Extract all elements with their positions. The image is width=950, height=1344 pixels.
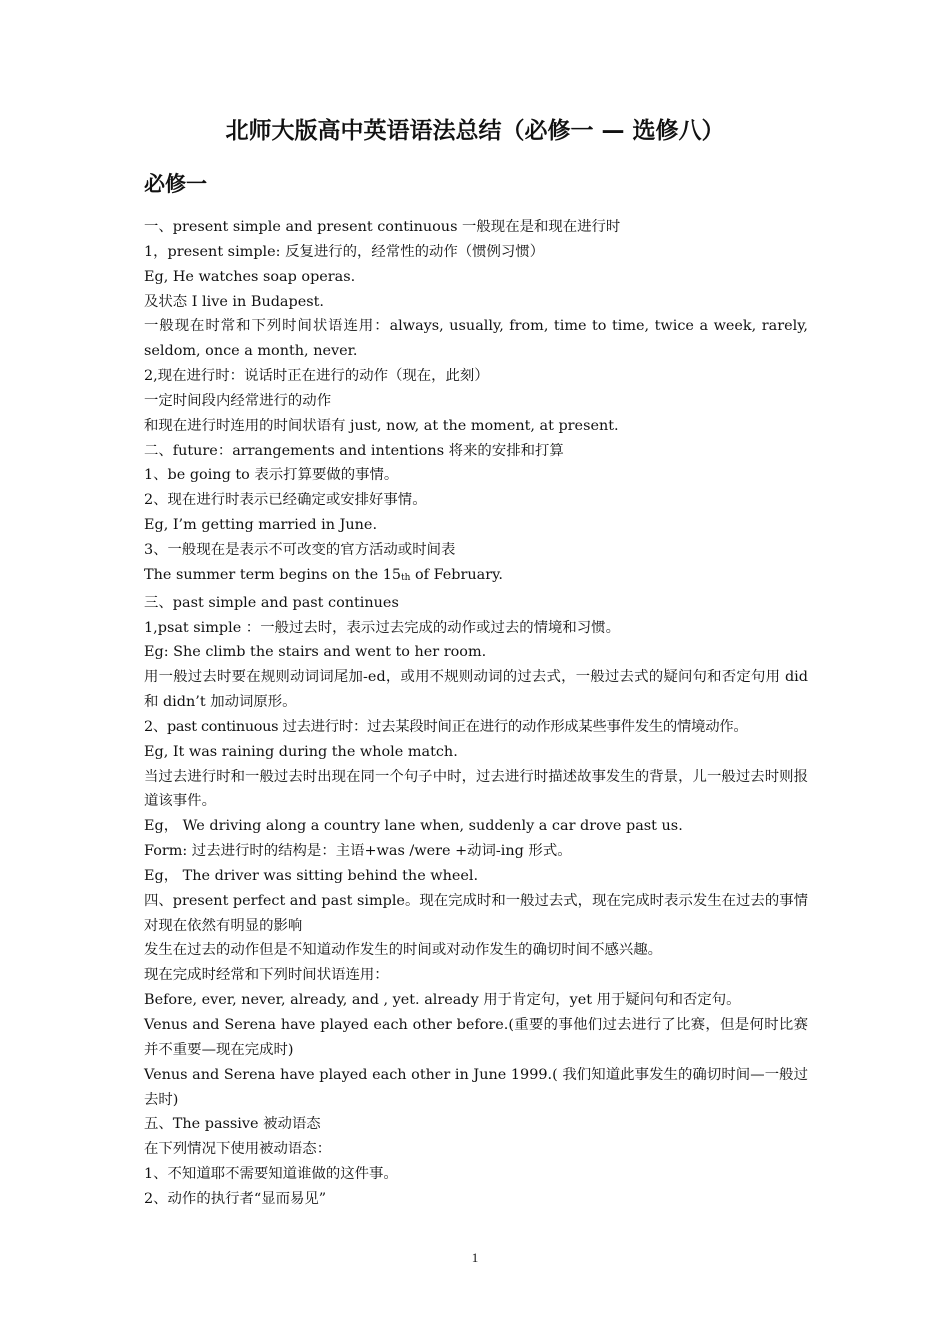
text-line: 3、一般现在是表示不可改变的官方活动或时间表	[144, 541, 456, 558]
text-line-with-superscript	[144, 563, 808, 591]
text-line: 四、present perfect and past simple。现在完成时和一般过去式，现在完成时表示发生在过去的事情对现在依然有明显的影响	[144, 892, 808, 934]
text-line: 1、不知道耶不需要知道谁做的这件事。	[144, 1166, 398, 1183]
text-fragment: The summer term begins on the 15	[144, 566, 402, 583]
text-line: 五、The passive 被动语态	[144, 1116, 321, 1133]
text-line: 在下列情况下使用被动语态：	[144, 1141, 332, 1158]
text-line: Eg, It was raining during the whole match.	[144, 743, 458, 760]
text-line: 一般现在时常和下列时间状语连用：always, usually, from, time to time, twice a week, rarely, seldom, once a month, never.	[144, 318, 808, 360]
text-line: 用一般过去时要在规则动词词尾加-ed，或用不规则动词的过去式，一般过去式的疑问句和否定句用 did 和 didn’t 加动词原形。	[144, 669, 808, 711]
text-line: 2,现在进行时：说话时正在进行的动作（现在，此刻）	[144, 368, 489, 385]
document-title: 北师大版高中英语语法总结（必修一 — 选修八）	[225, 118, 725, 144]
text-line: 1,psat simple ：一般过去时，表示过去完成的动作或过去的情境和习惯。	[144, 619, 620, 636]
text-line: Eg， The driver was sitting behind the wheel.	[144, 867, 479, 884]
text-line: Eg, He watches soap operas.	[144, 268, 356, 285]
text-line: Eg, I’m getting married in June.	[144, 517, 378, 534]
text-line: 三、past simple and past continues	[144, 594, 399, 611]
page-number: 1	[471, 1250, 479, 1265]
text-line: 发生在过去的动作但是不知道动作发生的时间或对动作发生的确切时间不感兴趣。	[144, 942, 663, 959]
text-line: Before, ever, never, already, and , yet. already 用于肯定句，yet 用于疑问句和否定句。	[144, 992, 741, 1009]
text-line: 当过去进行时和一般过去时出现在同一个句子中时，过去进行时描述故事发生的背景，儿一般过去时则报道该事件。	[144, 768, 808, 810]
text-fragment: of February.	[410, 566, 503, 583]
text-line: Eg: She climb the stairs and went to her room.	[144, 644, 487, 661]
text-line: 现在完成时经常和下列时间状语连用：	[144, 967, 389, 984]
text-line: 一、present simple and present continuous 一般现在是和现在进行时	[144, 219, 621, 235]
section-heading: 必修一	[144, 172, 207, 196]
text-line: 2、past continuous 过去进行时：过去某段时间正在进行的动作形成某些事件发生的情境动作。	[144, 718, 748, 735]
text-line: 2、动作的执行者“显而易见”	[144, 1190, 327, 1207]
text-line: 1，present simple: 反复进行的，经常性的动作（惯例习惯）	[144, 243, 545, 260]
document-body	[144, 215, 808, 1212]
text-line: Eg， We driving along a country lane when, suddenly a car drove past us.	[144, 818, 683, 835]
text-line: Form: 过去进行时的结构是：主语+was /were +动词-ing 形式。	[144, 843, 572, 860]
text-line: 及状态 I live in Budapest.	[144, 293, 324, 310]
text-line: 2、现在进行时表示已经确定或安排好事情。	[144, 492, 427, 509]
text-line: 1、be going to 表示打算要做的事情。	[144, 467, 399, 484]
text-line: 二、future：arrangements and intentions 将来的安排和打算	[144, 442, 564, 459]
text-line: Venus and Serena have played each other in June 1999.( 我们知道此事发生的确切时间—一般过去时)	[144, 1066, 808, 1108]
text-line: 一定时间段内经常进行的动作	[144, 392, 332, 409]
text-line: Venus and Serena have played each other before.(重要的事他们过去进行了比赛，但是何时比赛并不重要—现在完成时)	[144, 1017, 808, 1058]
text-line: 和现在进行时连用的时间状语有 just, now, at the moment, at present.	[144, 417, 619, 434]
ordinal-superscript: th	[401, 572, 411, 583]
